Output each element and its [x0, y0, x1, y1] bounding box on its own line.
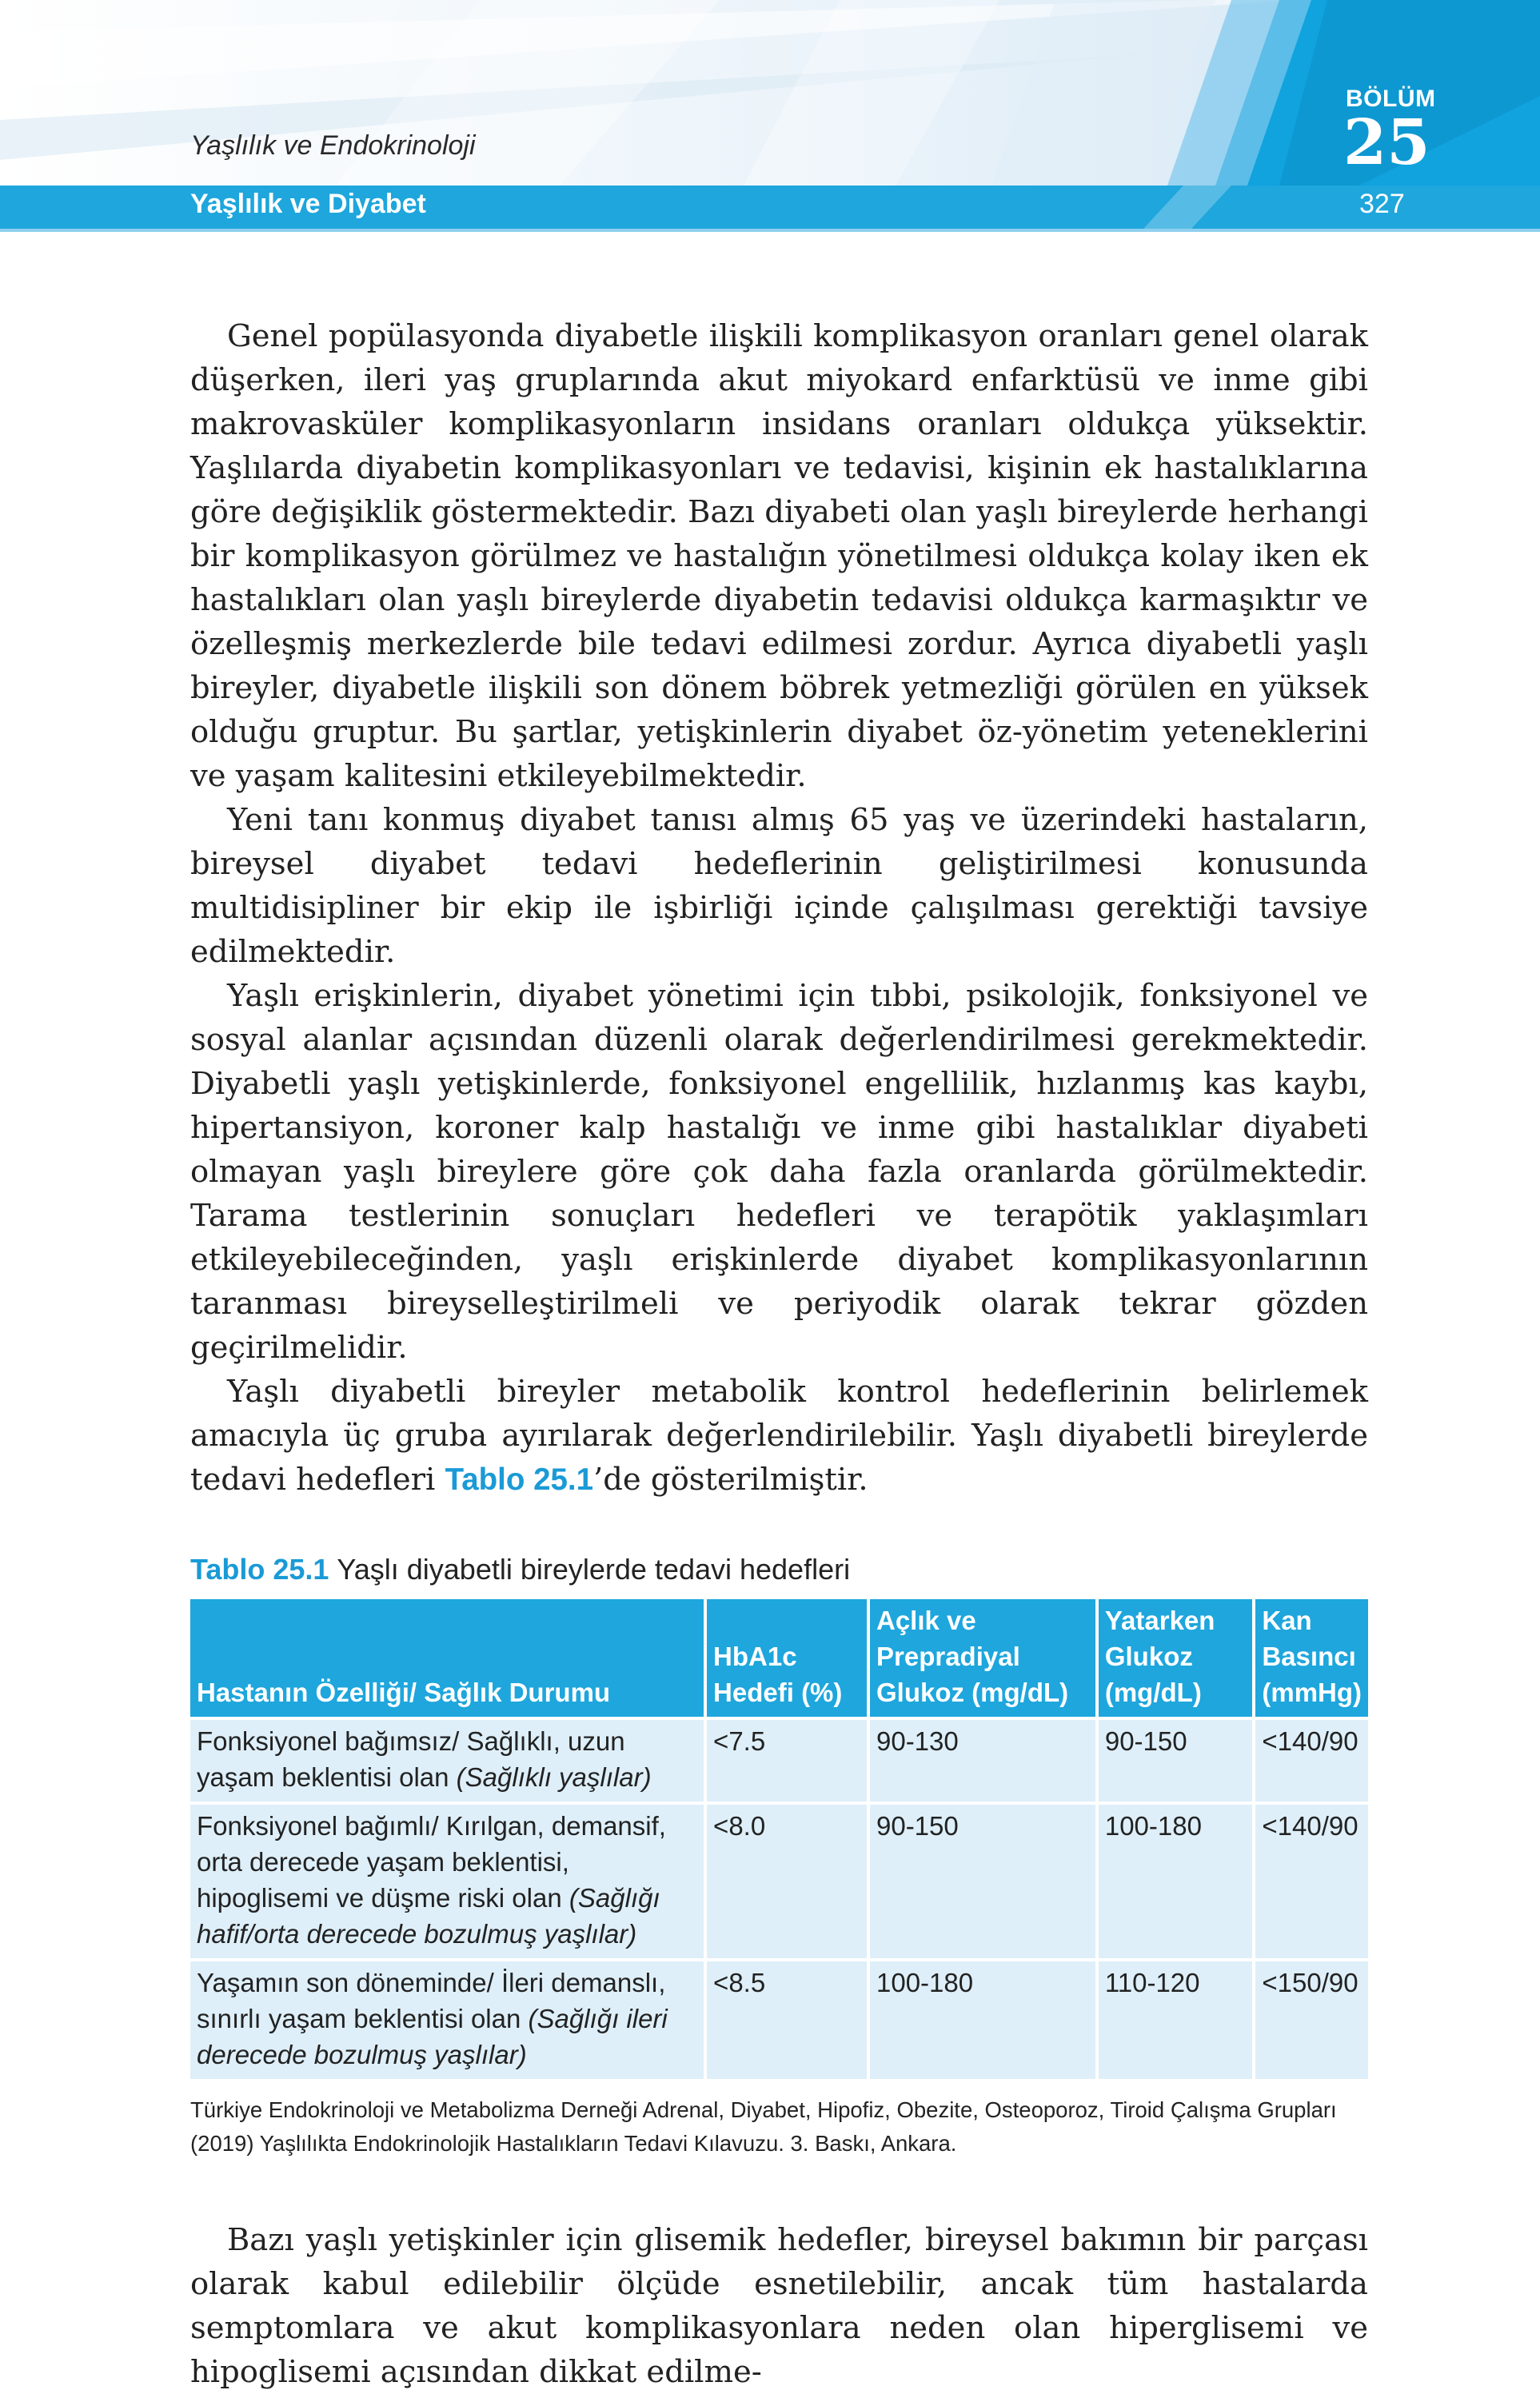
table-cell-blood-pressure: <140/90	[1254, 1803, 1368, 1960]
table-cell-condition	[190, 1718, 705, 1803]
table-cell-fasting-glucose: 90-150	[868, 1803, 1097, 1960]
table-cell-blood-pressure: <140/90	[1254, 1718, 1368, 1803]
treatment-goals-table	[190, 1599, 1368, 2079]
condition-text: Yaşamın son döneminde/ İleri demanslı, sınırlı yaşam beklentisi olan	[197, 1968, 666, 2033]
table-cell-blood-pressure: <150/90	[1254, 1960, 1368, 2079]
table-cell-condition	[190, 1803, 705, 1960]
body-paragraph: Bazı yaşlı yetişkinler için glisemik hedefler, bireysel bakımın bir parçası olarak kabul edilebilir ölçüde esnetilebilir, ancak tüm hastalarda semptomlara ve akut komplikasyonlara neden olan hiperglisemi ve hipoglisemi açısından dikkat edilme-	[190, 2222, 1368, 2390]
body-paragraph: Yaşlı erişkinlerin, diyabet yönetimi için tıbbi, psikolojik, fonksiyonel ve sosyal alanlar açısından düzenli olarak değerlendirilmesi gerekmektedir. Diyabetli yaşlı yetişkinlerde, fonksiyonel engellilik, hızlanmış kas kaybı, hipertansiyon, koroner kalp hastalığı ve inme gibi hastalıklar diyabeti olmayan yaşlı bireylere göre çok daha fazla oranlarda görülmektedir. Tarama testlerinin sonuçları hedefleri ve terapötik yaklaşımları etkileyebileceğinden, yaşlı erişkinlerde diyabet komplikasyonlarının taranması bireyselleştirilmeli ve periyodik olarak tekrar gözden geçirilmelidir.	[190, 978, 1368, 1366]
table-source-note: Türkiye Endokrinoloji ve Metabolizma Derneği Adrenal, Diyabet, Hipofiz, Obezite, Osteoporoz, Tiroid Çalışma Grupları (2019) Yaşlılıkta Endokrinolojik Hastalıkların Tedavi Kılavuzu. 3. Baskı, Ankara.	[190, 2097, 1337, 2156]
table-row	[190, 1960, 1368, 2079]
section-title: Yaşlılık ve Diyabet	[190, 189, 426, 219]
table-header-cell: Yatarken Glukoz (mg/dL)	[1097, 1599, 1255, 1718]
paragraph-text: Yaşlı diyabetli bireyler metabolik kontrol hedeflerinin belirlemek amacıyla üç gruba ayırılarak değerlendirilebilir. Yaşlı diyabetli bireylerde tedavi hedefleri	[190, 1374, 1368, 1498]
table-caption-text: Yaşlı diyabetli bireylerde tedavi hedefleri	[337, 1553, 851, 1586]
table-row	[190, 1803, 1368, 1960]
page-content	[190, 314, 1368, 2394]
table-cell-hba1c: <7.5	[705, 1718, 868, 1803]
table-cell-bedtime-glucose: 110-120	[1097, 1960, 1255, 2079]
table-header-cell: Hastanın Özelliği/ Sağlık Durumu	[190, 1599, 705, 1718]
body-paragraph: Genel popülasyonda diyabetle ilişkili komplikasyon oranları genel olarak düşerken, ileri yaş gruplarında akut miyokard enfarktüsü ve inme gibi makrovasküler komplikasyonların insidans oranları oldukça yüksektir. Yaşlılarda diyabetin komplikasyonları ve tedavisi, kişinin ek hastalıklarına göre değişiklik göstermektedir. Bazı diyabeti olan yaşlı bireylerde herhangi bir komplikasyon görülmez ve hastalığın yönetilmesi oldukça kolay iken ek hastalıkları olan yaşlı bireylerde diyabetin tedavisi oldukça karmaşıktır ve özelleşmiş merkezlerde bile tedavi edilmesi zordur. Ayrıca diyabetli yaşlı bireyler, diyabetle ilişkili son dönem böbrek yetmezliği görülen en yüksek olduğu gruptur. Bu şartlar, yetişkinlerin diyabet öz-yönetim yeteneklerini ve yaşam kalitesini etkileyebilmektedir.	[190, 318, 1368, 794]
condition-note: (Sağlığı hafif/orta derecede bozulmuş yaşlılar)	[197, 1883, 660, 1949]
table-cell-fasting-glucose: 90-130	[868, 1718, 1097, 1803]
chapter-label: BÖLÜM	[1346, 86, 1436, 112]
table-cell-bedtime-glucose: 90-150	[1097, 1718, 1255, 1803]
body-paragraph-table-reference	[190, 1370, 1368, 1502]
table-header-cell: Açlık ve Prepradiyal Glukoz (mg/dL)	[868, 1599, 1097, 1718]
chapter-number: 25	[1343, 106, 1430, 179]
table-cell-fasting-glucose: 100-180	[868, 1960, 1097, 2079]
table-caption	[190, 1552, 1368, 1587]
condition-text: Fonksiyonel bağımlı/ Kırılgan, demansif, orta derecede yaşam beklentisi, hipoglisemi ve düşme riski olan	[197, 1811, 666, 1913]
table-cell-hba1c: <8.0	[705, 1803, 868, 1960]
table-header-row	[190, 1599, 1368, 1718]
table-cell-condition	[190, 1960, 705, 2079]
table-cell-hba1c: <8.5	[705, 1960, 868, 2079]
table-header-cell: HbA1c Hedefi (%)	[705, 1599, 868, 1718]
table-caption-label: Tablo 25.1	[190, 1553, 329, 1586]
table-header-cell: Kan Basıncı (mmHg)	[1254, 1599, 1368, 1718]
condition-note: (Sağlıklı yaşlılar)	[456, 1762, 652, 1792]
paragraph-text-tail: ’de gösterilmiştir.	[593, 1462, 868, 1498]
table-reference-link[interactable]: Tablo 25.1	[445, 1462, 594, 1497]
table-row	[190, 1718, 1368, 1803]
page-number: 327	[1359, 189, 1405, 219]
table-cell-bedtime-glucose: 100-180	[1097, 1803, 1255, 1960]
condition-text: Fonksiyonel bağımsız/ Sağlıklı, uzun yaşam beklentisi olan	[197, 1726, 625, 1792]
body-paragraph: Yeni tanı konmuş diyabet tanısı almış 65 yaş ve üzerindeki hastaların, bireysel diyabet tedavi hedeflerinin geliştirilmesi konusunda multidisipliner bir ekip ile işbirliği içinde çalışılması gerektiği tavsiye edilmektedir.	[190, 802, 1368, 970]
book-title: Yaşlılık ve Endokrinoloji	[190, 130, 476, 161]
condition-note: (Sağlığı ileri derecede bozulmuş yaşlılar)	[197, 2004, 668, 2069]
